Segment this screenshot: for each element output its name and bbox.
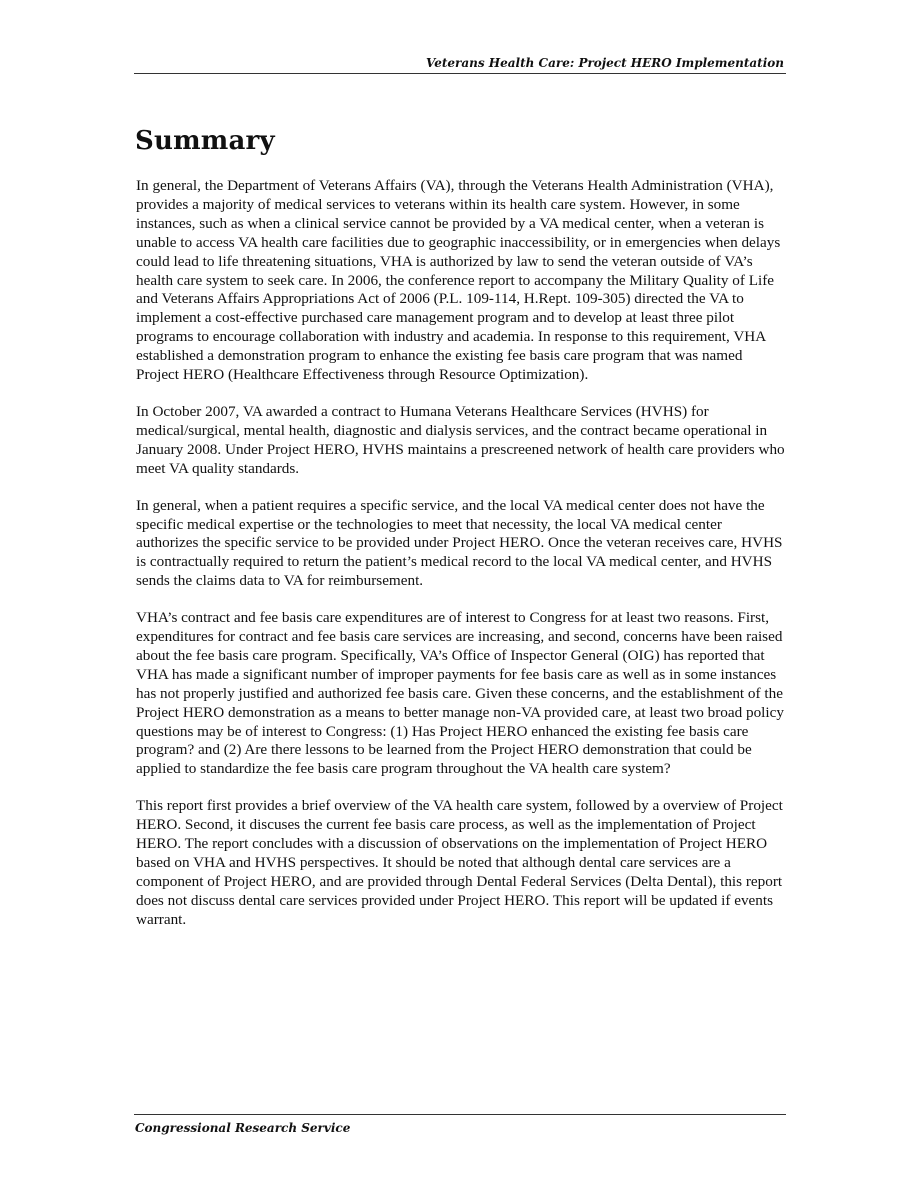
summary-body <box>136 177 786 948</box>
running-header-title: Veterans Health Care: Project HERO Implementation <box>426 56 784 70</box>
summary-paragraph-2: In October 2007, VA awarded a contract to Humana Veterans Healthcare Services (HVHS) for medical/surgical, mental health, diagnostic and dialysis services, and the contract became operational in January 2008. Under Project HERO, HVHS maintains a prescreened network of health care providers who meet VA quality standards. <box>136 402 785 477</box>
summary-paragraph-4: VHA’s contract and fee basis care expenditures are of interest to Congress for at least two reasons. First, expenditures for contract and fee basis care services are increasing, and second, concerns have been raised about the fee basis care program. Specifically, VA’s Office of Inspector General (OIG) has reported that VHA has made a significant number of improper payments for fee basis care as well as in some instances has not properly justified and authorized fee basis care. Given these concerns, and the establishment of the Project HERO demonstration as a means to better manage non-VA provided care, at least two broad policy questions may be of interest to Congress: (1) Has Project HERO enhanced the existing fee basis care program? and (2) Are there lessons to be learned from the Project HERO demonstration that could be applied to standardize the fee basis care program throughout the VA health care system? <box>136 609 784 778</box>
footer-organization: Congressional Research Service <box>135 1121 351 1135</box>
summary-paragraph-3: In general, when a patient requires a specific service, and the local VA medical center does not have the specific medical expertise or the technologies to meet that necessity, the local VA medical center authorizes the specific service to be provided under Project HERO. Once the veteran receives care, HVHS is contractually required to return the patient’s medical record to the local VA medical center, and HVHS sends the claims data to VA for reimbursement. <box>136 496 783 590</box>
page-title: Summary <box>135 126 275 156</box>
summary-paragraph-1: In general, the Department of Veterans Affairs (VA), through the Veterans Health Administration (VHA), provides a majority of medical services to veterans within its health care system. However, in some instances, such as when a clinical service cannot be provided by a VA medical center, when a veteran is unable to access VA health care facilities due to geographic inaccessibility, or in emergencies when delays could lead to life threatening situations, VHA is authorized by law to send the veteran outside of VA’s health care system to seek care. In 2006, the conference report to accompany the Military Quality of Life and Veterans Affairs Appropriations Act of 2006 (P.L. 109-114, H.Rept. 109-305) directed the VA to implement a cost-effective purchased care management program and to develop at least three pilot programs to encourage collaboration with industry and academia. In response to this requirement, VHA established a demonstration program to enhance the existing fee basis care program that was named Project HERO (Healthcare Effectiveness through Resource Optimization). <box>136 177 781 384</box>
summary-paragraph-5: This report first provides a brief overview of the VA health care system, followed by a overview of Project HERO. Second, it discuses the current fee basis care process, as well as the implementation of Project HERO. The report concludes with a discussion of observations on the implementation of Project HERO based on VHA and HVHS perspectives. It should be noted that although dental care services are a component of Project HERO, and are provided through Dental Federal Services (Delta Dental), this report does not discuss dental care services provided under Project HERO. This report will be updated if events warrant. <box>136 797 783 928</box>
running-header <box>134 56 786 74</box>
running-footer <box>134 1114 786 1135</box>
